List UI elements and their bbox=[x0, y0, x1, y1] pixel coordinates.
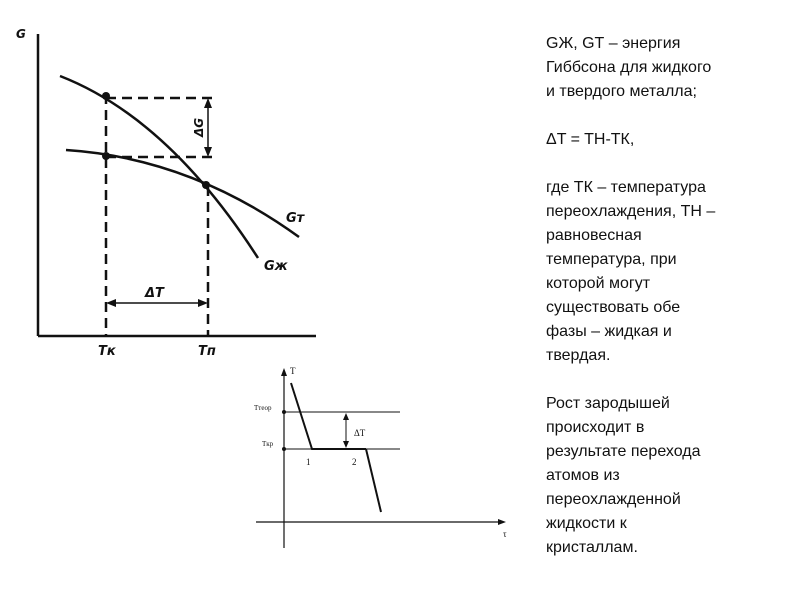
t-crystallization-label: Tкр bbox=[262, 440, 274, 448]
growth-line: Рост зародышей bbox=[546, 395, 670, 412]
tn-tick-label: Tп bbox=[198, 344, 216, 359]
growth-line: кристаллам. bbox=[546, 539, 638, 556]
where-line: температура, при bbox=[546, 251, 677, 268]
g-axis-label: G bbox=[16, 27, 26, 41]
cooling-t-axis-arrowhead bbox=[281, 368, 287, 376]
growth-line: атомов из bbox=[546, 467, 620, 484]
t-equilibrium-point bbox=[282, 410, 286, 414]
cooling-delta-t-label: ΔT bbox=[354, 428, 366, 438]
liquid-curve-label: Gж bbox=[264, 259, 288, 274]
spacer bbox=[546, 104, 786, 128]
tk-tick-label: Tк bbox=[98, 344, 116, 359]
cooling-delta-t-arrowhead-down bbox=[343, 441, 349, 448]
solid-curve-label: Gт bbox=[286, 211, 305, 226]
delta-t-label: ΔT bbox=[145, 286, 164, 301]
spacer bbox=[546, 368, 786, 392]
where-line: фазы – жидкая и bbox=[546, 323, 672, 340]
definition-line: и твердого металла; bbox=[546, 83, 697, 100]
t-equilibrium-label: Tтеор bbox=[254, 404, 272, 412]
cooling-time-axis-arrowhead bbox=[498, 519, 506, 525]
growth-line: результате перехода bbox=[546, 443, 701, 460]
cooling-time-axis-label: τ bbox=[503, 529, 507, 539]
where-line: где TК – температура bbox=[546, 179, 706, 196]
t-crystallization-point bbox=[282, 447, 286, 451]
definition-line: GЖ, GТ – энергия bbox=[546, 35, 681, 52]
growth-line: происходит в bbox=[546, 419, 645, 436]
growth-line: переохлажденной bbox=[546, 491, 681, 508]
plateau-1-label: 1 bbox=[306, 457, 311, 467]
cooling-curve-1 bbox=[291, 383, 366, 449]
where-line: переохлаждения, TН – bbox=[546, 203, 716, 220]
where-line: существовать обе bbox=[546, 299, 681, 316]
where-line: равновесная bbox=[546, 227, 642, 244]
cooling-curve-2 bbox=[366, 449, 381, 512]
formula-line: ΔT = TН-TК, bbox=[546, 131, 635, 148]
plateau-2-label: 2 bbox=[352, 457, 357, 467]
growth-line: жидкости к bbox=[546, 515, 627, 532]
spacer bbox=[546, 152, 786, 176]
explanation-text-panel bbox=[546, 32, 786, 560]
cooling-delta-t-arrowhead-up bbox=[343, 413, 349, 420]
where-line: твердая. bbox=[546, 347, 611, 364]
where-line: которой могут bbox=[546, 275, 651, 292]
delta-g-label: ΔG bbox=[192, 117, 206, 137]
cooling-t-axis-label: T bbox=[290, 366, 296, 376]
definition-line: Гиббсона для жидкого bbox=[546, 59, 712, 76]
